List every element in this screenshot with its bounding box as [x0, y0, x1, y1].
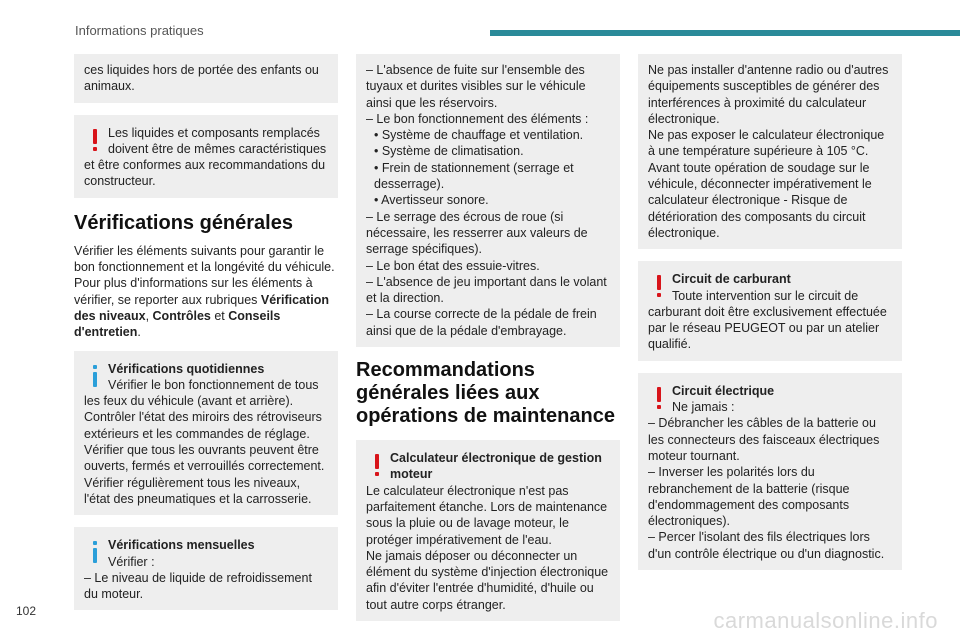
fuel-title: Circuit de carburant	[672, 272, 791, 287]
ecu-paragraph-2: Ne jamais déposer ou déconnecter un élément du système d'injection électronique afin d'éviter l'entrée d'humidité, d'huile ou tout autre corps étranger.	[366, 548, 609, 612]
electric-line-1: Ne jamais :	[672, 400, 735, 415]
watermark: carmanualsonline.info	[713, 608, 938, 633]
ref-controls: Contrôles	[152, 308, 211, 323]
intro-end: .	[137, 325, 141, 340]
info-icon	[87, 541, 103, 565]
warning-icon	[369, 454, 385, 478]
ecu-title: Calculateur électronique de gestion moteur	[390, 451, 602, 482]
daily-rest: les feux du véhicule (avant et arrière). Contrôler l'état des miroirs des rétroviseurs extérieurs et les commandes de réglage. Vérifier que tous les ouvrants peuvent être ouverts, fermés et verrouillés correctement. Vérifier régulièrement tous les niveaux, l'état des pneumatiques et la carrosserie.	[84, 394, 325, 506]
ecu-note-2: Ne pas exposer le calculateur électronique à une température supérieure à 105 °C.	[648, 128, 885, 159]
fuel-rest: carburant doit être exclusivement effectuée par le réseau PEUGEOT ou par un atelier qualifié.	[648, 304, 887, 352]
note-text: ces liquides hors de portée des enfants ou animaux.	[84, 63, 319, 94]
monthly-item-1: – Le niveau de liquide de refroidissement du moteur.	[84, 570, 312, 602]
info-box-monthly-checks	[74, 527, 338, 610]
warning-icon	[651, 275, 667, 299]
monthly-line-1: Vérifier :	[108, 554, 155, 569]
info-icon	[87, 365, 103, 389]
warning-line-2: doivent être de mêmes caractéristiques	[108, 141, 327, 156]
monthly-title: Vérifications mensuelles	[108, 538, 255, 553]
column-2	[356, 54, 620, 633]
column-1	[74, 54, 338, 622]
list-item: – Le bon fonctionnement des éléments :	[366, 111, 589, 126]
list-item: – Le bon état des essuie-vitres.	[366, 258, 540, 273]
note-box-children	[74, 54, 338, 103]
running-header: Informations pratiques	[75, 23, 204, 38]
warning-icon	[87, 129, 103, 153]
daily-line-1: Vérifier le bon fonctionnement de tous	[108, 377, 319, 392]
ref-maintenance-tips: Conseils d'entretien	[74, 308, 281, 340]
list-item: – Le serrage des écrous de roue (si nécessaire, les resserrer aux valeurs de serrage spécifiques).	[366, 209, 588, 257]
ref-levels: Vérification des niveaux	[74, 292, 329, 323]
sub-list-item: • Système de climatisation.	[374, 144, 524, 159]
checks-list-box	[356, 54, 620, 347]
warning-rest: et être conformes aux recommandations du constructeur.	[84, 158, 326, 189]
ecu-continued-box	[638, 54, 902, 249]
warning-box-liquids	[74, 115, 338, 198]
warning-icon	[651, 387, 667, 411]
warning-line-1: Les liquides et composants remplacés	[108, 125, 320, 140]
ecu-note-1: Ne pas installer d'antenne radio ou d'autres équipements susceptibles de générer des interférences à proximité du calculateur électronique.	[648, 63, 889, 126]
list-item: – Percer l'isolant des fils électriques lors d'un contrôle électrique ou d'un diagnostic.	[648, 530, 885, 561]
ecu-note-3: Avant toute opération de soudage sur le véhicule, déconnecter impérativement le calculateur électronique - Risque de détérioration des composants du circuit électronique.	[648, 160, 872, 240]
section-title-maintenance: Recommandations générales liées aux opérations de maintenance	[356, 359, 615, 428]
list-item: – L'absence de jeu important dans le volant et la direction.	[366, 274, 607, 306]
daily-title: Vérifications quotidiennes	[108, 361, 265, 376]
fuel-line-1: Toute intervention sur le circuit de	[672, 288, 859, 303]
sub-list-item: • Avertisseur sonore.	[374, 193, 489, 208]
sub-list-item: • Système de chauffage et ventilation.	[374, 128, 584, 143]
intro-text: Vérifier les éléments suivants pour garantir le bon fonctionnement et la longévité du véhicule. Pour plus d'informations sur les éléments à vérifier, se reporter aux rubriques	[74, 243, 335, 307]
sub-list-item: • Frein de stationnement (serrage et desserrage).	[374, 160, 574, 192]
list-item: – Débrancher les câbles de la batterie ou les connecteurs des faisceaux électriques moteur tournant.	[648, 416, 880, 463]
electric-title: Circuit électrique	[672, 383, 775, 398]
header-accent-bar	[490, 30, 960, 36]
list-item: – Inverser les polarités lors du rebranchement de la batterie (risque d'endommagement des composants électroniques).	[648, 465, 850, 529]
info-box-daily-checks	[74, 351, 338, 516]
list-item: – L'absence de fuite sur l'ensemble des tuyaux et durites visibles sur le véhicule ainsi que les réservoirs.	[366, 63, 586, 110]
page-number: 102	[16, 604, 37, 618]
section-title-general-checks: Vérifications générales	[74, 211, 293, 234]
warning-box-ecu	[356, 440, 620, 621]
intro-sep-2: et	[210, 308, 229, 323]
warning-box-fuel-circuit	[638, 261, 902, 360]
ecu-paragraph-1: Le calculateur électronique n'est pas parfaitement étanche. Lors de maintenance sous la pluie ou de lavage moteur, le protéger impérativement de l'eau.	[366, 483, 608, 547]
warning-box-electric-circuit	[638, 373, 902, 570]
list-item: – La course correcte de la pédale de frein ainsi que de la pédale d'embrayage.	[366, 307, 597, 338]
column-3	[638, 54, 902, 582]
general-checks-intro	[74, 243, 338, 341]
intro-sep-1: ,	[145, 308, 153, 323]
